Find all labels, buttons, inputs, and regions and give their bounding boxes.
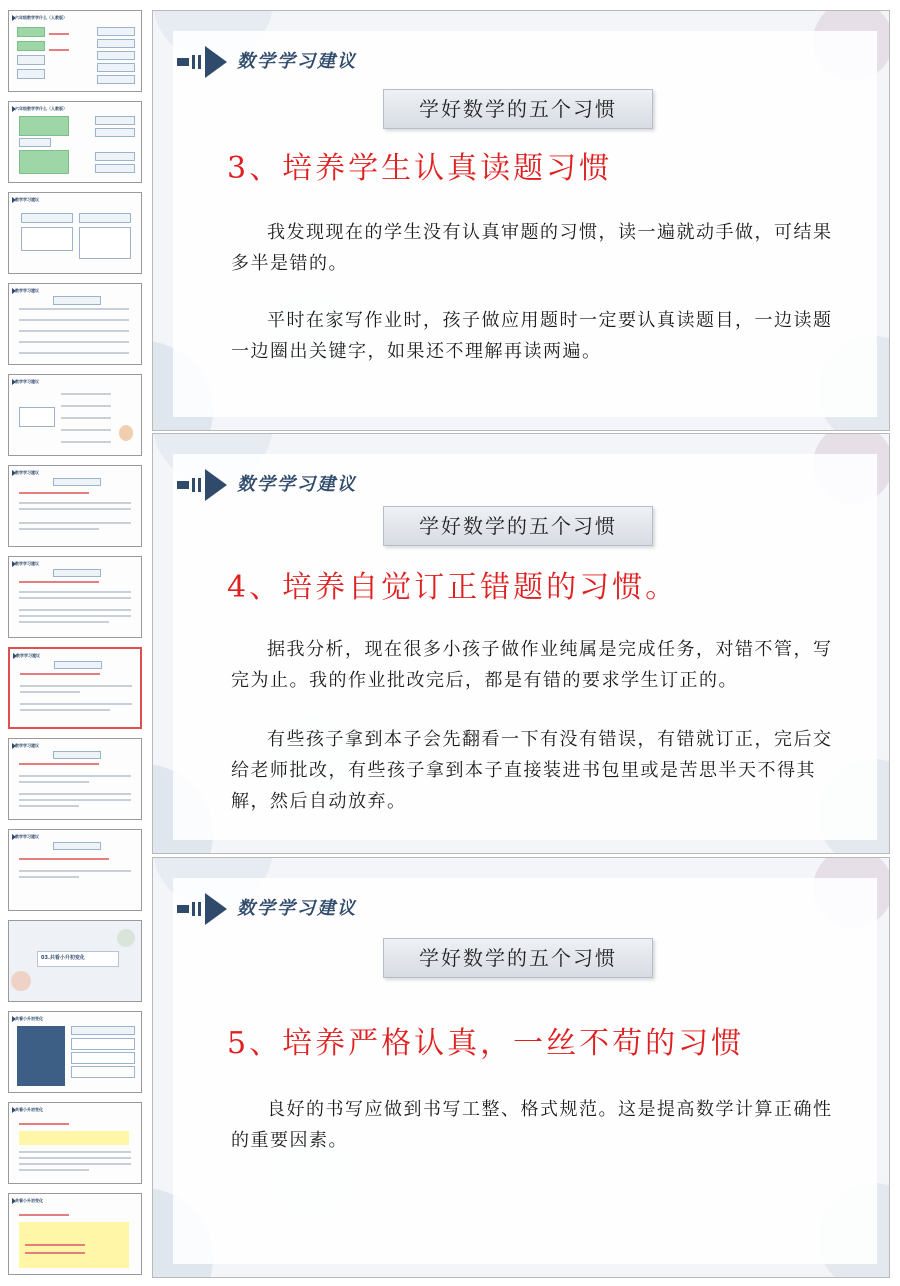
habit-heading: 3、培养学生认真读题习惯	[227, 151, 613, 186]
slide-thumbnail-4[interactable]	[8, 283, 142, 365]
habit-heading: 4、培养自觉订正错题的习惯。	[227, 570, 679, 605]
thumbnail-title: 数学学习建议	[15, 379, 39, 384]
section-header: 数学学习建议	[237, 51, 357, 72]
slide-thumbnail-12[interactable]	[8, 1011, 142, 1093]
header-arrow-icon	[177, 469, 227, 501]
thumbnail-title: 数学学习建议	[15, 288, 39, 293]
slide-thumbnail-1[interactable]	[8, 10, 142, 92]
slide-thumbnail-2[interactable]	[8, 101, 142, 183]
slide-thumbnail-11[interactable]	[8, 920, 142, 1002]
habit-heading: 5、培养严格认真，一丝不苟的习惯	[227, 1026, 745, 1061]
thumbnail-title: 数学学习建议	[15, 561, 39, 566]
body-paragraph: 我发现现在的学生没有认真审题的习惯，读一遍就动手做，可结果多半是错的。	[231, 222, 833, 274]
slide-habit-4	[152, 433, 890, 854]
slide-thumbnail-14[interactable]	[8, 1193, 142, 1275]
thumbnail-title: 数学学习建议	[15, 834, 39, 839]
body-paragraph: 据我分析，现在很多小孩子做作业纯属是完成任务，对错不管，写完为止。我的作业批改完后，都是有错的要求学生订正的。	[231, 639, 833, 691]
slide-thumbnail-3[interactable]	[8, 192, 142, 274]
thumbnail-title: 数学学习建议	[15, 743, 39, 748]
thumbnail-title: 数学学习建议	[16, 653, 40, 658]
header-arrow-icon	[177, 893, 227, 925]
thumbnail-title: 共看小升初变化	[15, 1107, 43, 1112]
body-paragraph: 平时在家写作业时，孩子做应用题时一定要认真读题目，一边读题一边圈出关键字，如果还不理解再读两遍。	[231, 310, 833, 362]
thumbnail-title: 六年级数学学什么（人教版）	[15, 106, 67, 111]
slide-thumbnail-10[interactable]	[8, 829, 142, 911]
thumbnail-title: 数学学习建议	[15, 197, 39, 202]
subtitle-box: 学好数学的五个习惯	[383, 89, 653, 129]
body-paragraph: 有些孩子拿到本子会先翻看一下有没有错误，有错就订正，完后交给老师批改，有些孩子拿到本子直接装进书包里或是苦思半天不得其解，然后自动放弃。	[231, 729, 833, 812]
thumbnail-title: 六年级数学学什么（人教版）	[15, 15, 67, 20]
content-panel	[173, 878, 877, 1264]
slide-thumbnail-9[interactable]	[8, 738, 142, 820]
thumbnail-title: 共看小升初变化	[15, 1016, 43, 1021]
header-arrow-icon	[177, 46, 227, 78]
subtitle-box: 学好数学的五个习惯	[383, 506, 653, 546]
thumbnail-title: 共看小升初变化	[15, 1198, 43, 1203]
slide-habit-5	[152, 857, 890, 1278]
slide-thumbnail-7[interactable]	[8, 556, 142, 638]
body-paragraph: 良好的书写应做到书写工整、格式规范。这是提高数学计算正确性的重要因素。	[231, 1099, 833, 1151]
slide-habit-3	[152, 10, 890, 431]
thumbnail-title: 数学学习建议	[15, 470, 39, 475]
slide-thumbnail-5[interactable]	[8, 374, 142, 456]
thumbnail-title: 03.共看小升初变化	[41, 955, 85, 961]
section-header: 数学学习建议	[237, 474, 357, 495]
slide-thumbnail-13[interactable]	[8, 1102, 142, 1184]
section-header: 数学学习建议	[237, 898, 357, 919]
slide-thumbnail-8[interactable]	[8, 647, 142, 729]
subtitle-box: 学好数学的五个习惯	[383, 938, 653, 978]
slide-thumbnail-6[interactable]	[8, 465, 142, 547]
slide-thumbnail-panel	[0, 0, 148, 1286]
